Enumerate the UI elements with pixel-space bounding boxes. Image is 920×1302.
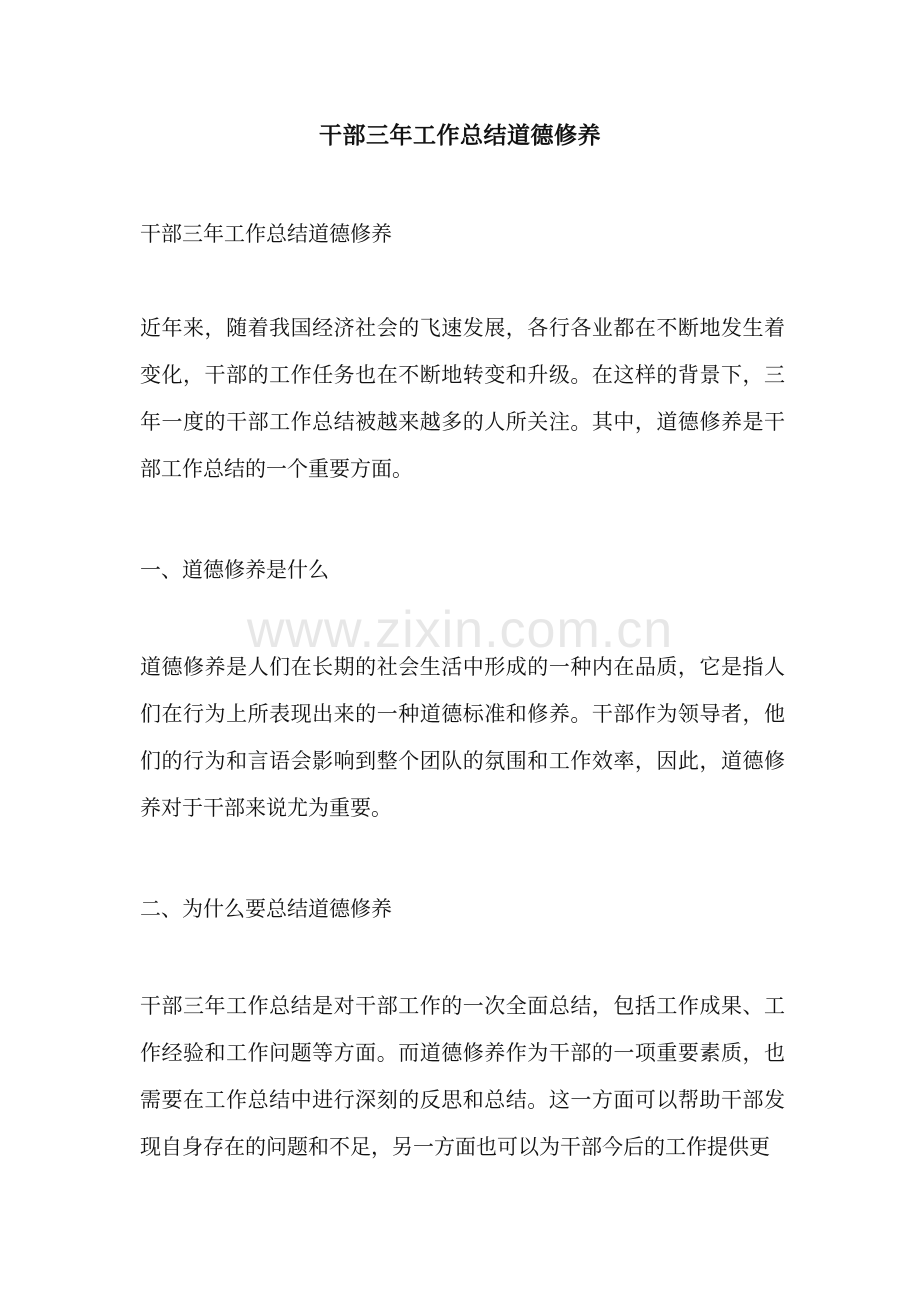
section-1-paragraph: 道德修养是人们在长期的社会生活中形成的一种内在品质，它是指人们在行为上所表现出来的一种道德标准和修养。干部作为领导者，他们的行为和言语会影响到整个团队的氛围和工作效率，因此，道德修养对于干部来说尤为重要。 (140, 655, 785, 820)
document-title: 干部三年工作总结道德修养 (319, 122, 601, 149)
section-heading-2: 二、为什么要总结道德修养 (140, 897, 392, 921)
subtitle-paragraph: 干部三年工作总结道德修养 (140, 222, 392, 246)
section-2-paragraph: 干部三年工作总结是对干部工作的一次全面总结，包括工作成果、工作经验和工作问题等方面。而道德修养作为干部的一项重要素质，也需要在工作总结中进行深刻的反思和总结。这一方面可以帮助干部发现自身存在的问题和不足，另一方面也可以为干部今后的工作提供更 (140, 994, 785, 1159)
intro-paragraph: 近年来，随着我国经济社会的飞速发展，各行各业都在不断地发生着变化，干部的工作任务也在不断地转变和升级。在这样的背景下，三年一度的干部工作总结被越来越多的人所关注。其中，道德修养是干部工作总结的一个重要方面。 (140, 316, 785, 481)
watermark-text: www.zixin.com.cn (246, 601, 674, 659)
section-heading-1: 一、道德修养是什么 (140, 558, 329, 582)
